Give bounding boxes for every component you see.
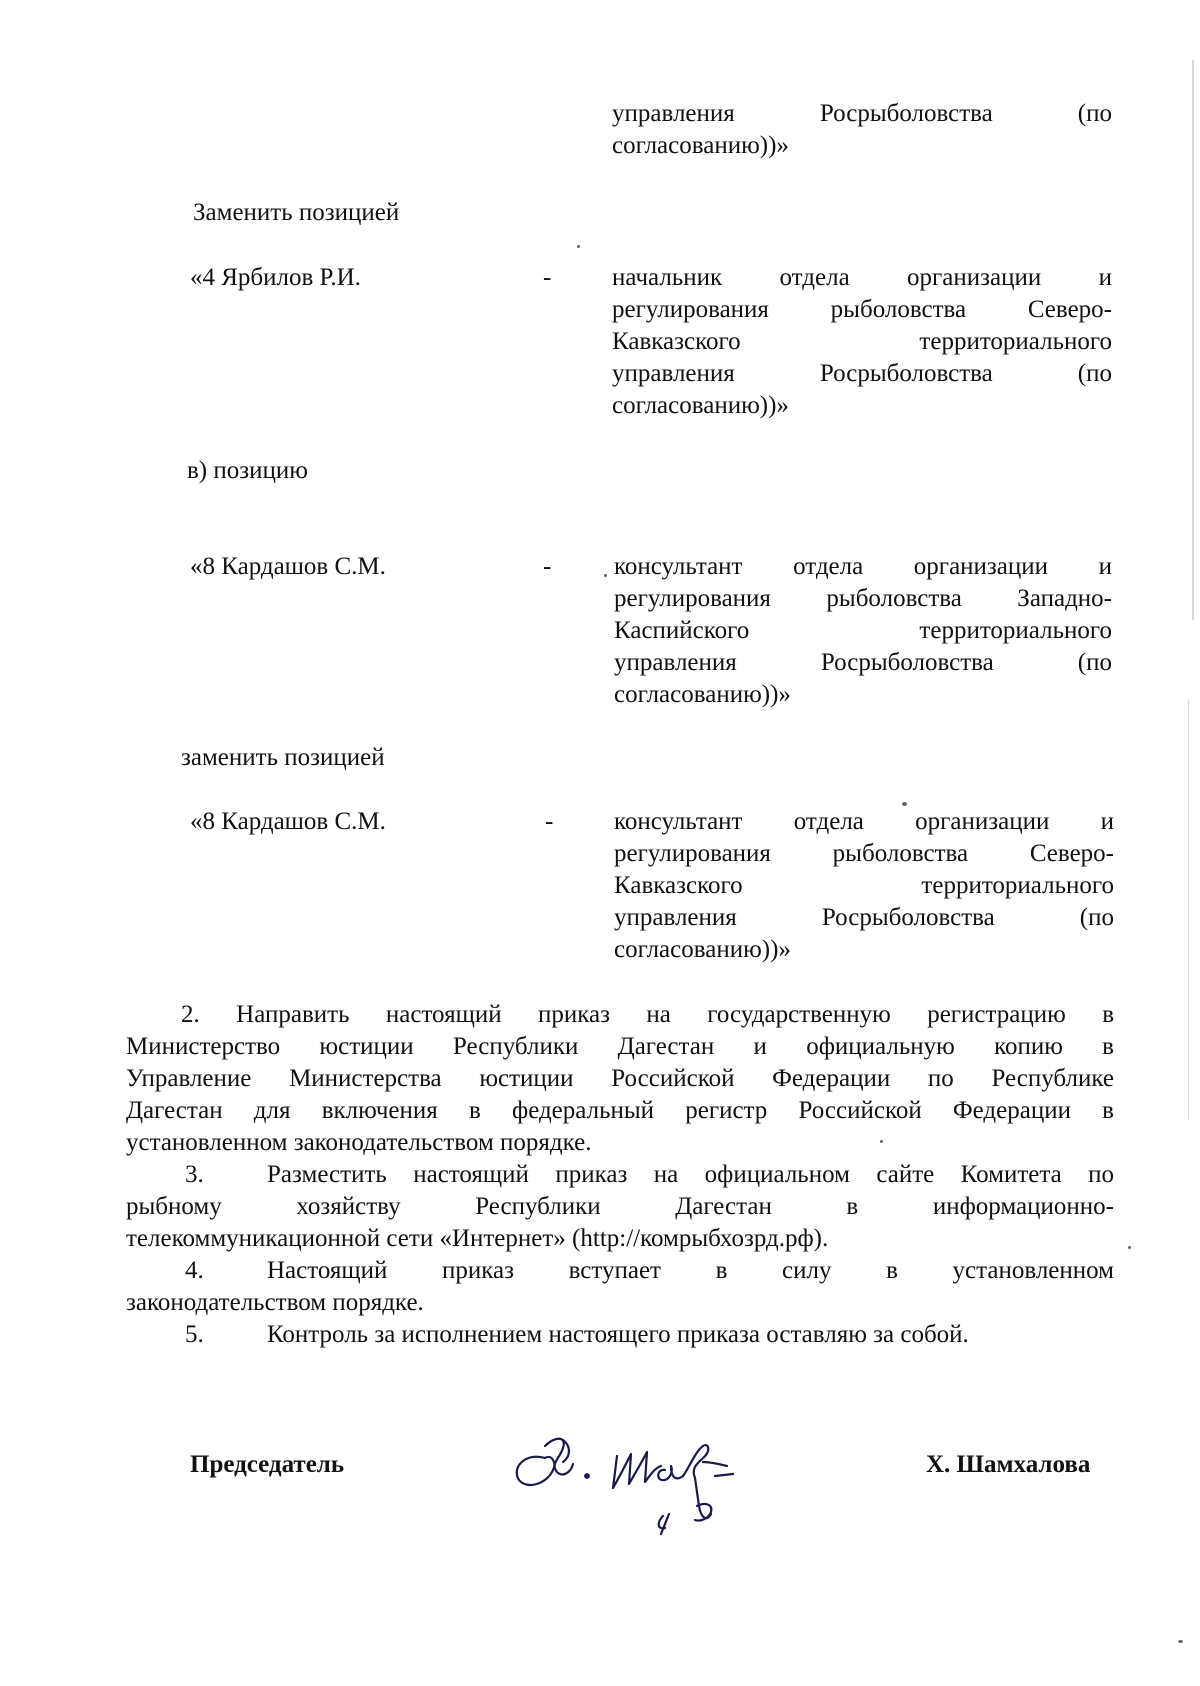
entry-4-last-line: согласованию))» bbox=[612, 392, 789, 419]
scan-edge-line-lower bbox=[1188, 700, 1189, 1120]
entry-8a-line-2: регулирования рыболовства Западно- bbox=[614, 585, 1112, 612]
para-5-text: Контроль за исполнением настоящего приказа оставляю за собой. bbox=[267, 1321, 969, 1348]
entry-8b-line-3: Кавказского территориального bbox=[614, 872, 1114, 899]
entry-8b-name: «8 Кардашов С.М. bbox=[190, 808, 386, 835]
para-4-last-line: законодательством порядке. bbox=[126, 1289, 424, 1316]
para-3-line-2: рыбному хозяйству Республики Дагестан в информационно- bbox=[126, 1193, 1114, 1220]
para-3-line-1: Разместить настоящий приказ на официальном сайте Комитета по bbox=[267, 1161, 1114, 1188]
entry-8b-line-4: управления Росрыболовства (по bbox=[614, 904, 1114, 931]
para-4-number: 4. bbox=[185, 1257, 204, 1284]
position-v-label: в) позицию bbox=[187, 457, 308, 484]
entry-8a-line-1: консультант отдела организации и bbox=[614, 553, 1112, 580]
entry-4-line-4: управления Росрыболовства (по bbox=[612, 360, 1112, 387]
replace-label-1: Заменить позицией bbox=[193, 199, 400, 226]
para-3-last-line: телекоммуникационной сети «Интернет» (http://комрыбхозрд.рф). bbox=[126, 1225, 829, 1252]
para-3-number: 3. bbox=[185, 1161, 204, 1188]
para-4-line-1: Настоящий приказ вступает в силу в установленном bbox=[267, 1257, 1114, 1284]
entry-8a-last-line: согласованию))» bbox=[614, 681, 791, 708]
continuation-last-line: согласованию))» bbox=[612, 132, 789, 159]
entry-4-name: «4 Ярбилов Р.И. bbox=[190, 264, 361, 291]
para-2-line-3: Управление Министерства юстиции Российской Федерации по Республике bbox=[126, 1065, 1114, 1092]
scan-speck bbox=[1128, 1246, 1131, 1249]
para-5-number: 5. bbox=[185, 1321, 204, 1348]
para-2-line-4: Дагестан для включения в федеральный регистр Российской Федерации в bbox=[126, 1097, 1114, 1124]
replace-label-2: заменить позицией bbox=[181, 744, 385, 771]
entry-4-dash: - bbox=[543, 264, 552, 291]
entry-8a-line-3: Каспийского территориального bbox=[614, 617, 1112, 644]
scan-speck bbox=[604, 574, 607, 577]
entry-8a-dash: - bbox=[543, 553, 552, 580]
entry-4-line-1: начальник отдела организации и bbox=[612, 264, 1112, 291]
para-2-line-2: Министерство юстиции Республики Дагестан и официальную копию в bbox=[126, 1033, 1114, 1060]
entry-8b-line-1: консультант отдела организации и bbox=[614, 808, 1114, 835]
continuation-line: управления Росрыболовства (по bbox=[612, 100, 1112, 127]
para-2-line-1: 2. Направить настоящий приказ на государственную регистрацию в bbox=[181, 1001, 1114, 1028]
entry-8a-line-4: управления Росрыболовства (по bbox=[614, 649, 1112, 676]
scan-speck bbox=[577, 245, 580, 248]
signatory-position: Председатель bbox=[190, 1451, 345, 1478]
entry-4-line-3: Кавказского территориального bbox=[612, 328, 1112, 355]
entry-8b-line-2: регулирования рыболовства Северо- bbox=[614, 840, 1114, 867]
scan-speck bbox=[1178, 1640, 1183, 1643]
entry-4-line-2: регулирования рыболовства Северо- bbox=[612, 296, 1112, 323]
para-2-last-line: установленном законодательством порядке. bbox=[126, 1129, 592, 1156]
signatory-name: Х. Шамхалова bbox=[926, 1451, 1091, 1478]
entry-8b-dash: - bbox=[545, 808, 554, 835]
scan-edge-line bbox=[1192, 60, 1194, 620]
entry-8b-last-line: согласованию))» bbox=[614, 936, 791, 963]
entry-8a-name: «8 Кардашов С.М. bbox=[190, 553, 386, 580]
scan-speck bbox=[902, 802, 907, 806]
handwritten-signature bbox=[505, 1418, 815, 1548]
scan-speck bbox=[880, 1140, 883, 1143]
